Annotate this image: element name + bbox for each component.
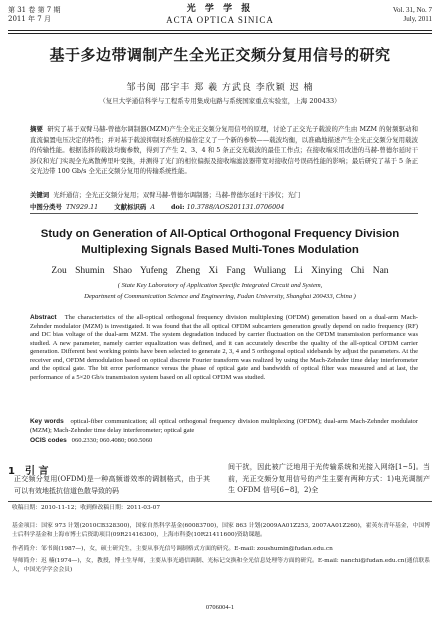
keywords-en-label: Key words [30,418,64,425]
running-header [8,4,432,32]
keywords-cn-text: 光纤通信；全光正交频分复用；双臂马赫-曾德尔调制器；马赫-曾德尔延时干涉仪；光门 [53,191,301,199]
paper-title-en-line2: Multiplexing Signals Based Multi-Tones Modulation [81,244,359,256]
authors-cn: 邹书闽 邵宇丰 郑 羲 方武良 李欣颖 迟 楠 [126,83,314,93]
intro-column-left: 正交频分复用(OFDM)是一种高频谱效率的调制格式，由于其可以有效地抵抗信道色散导致的码 [14,475,210,495]
abstract-cn-label: 摘要 [30,125,43,133]
header-right [393,6,432,24]
abstract-en-text: The characteristics of the all-optical orthogonal frequency division multiplexing (OFDM) generation based on a dual-arm Mach-Zehnder modulator (MZM) is investigated. It was found that the all optical OFDM subcarriers generation greatly depend on radio frequency (RF) and DC bias voltage of the dual-arm MZM. The system degradation induced by carrier fluctuation on the OFDM transmission performance was studied. A new parameter, namely carrier equalization was defined, and it can accurately describe the quality of the all-optical OFDM carrier generation. Different best working points have been selected to generate 2, 3, 4 and 5 orthogonal optical sidebands by adjust the parameters. At the receiver end, OFDM demodulation based on optical discrete Fourier transform was realized by using the Mach-Zehnder time delay interferometer and the optical gate. The bit error performance versus the phase of optical gate and bandwidth of optical filter was measured and at last, the performance of a 5×20 Gb/s transmission system based on all optical OFDM was studied. [30,314,418,381]
ocis-value: 060.2330; 060.4080; 060.5060 [71,437,153,444]
ocis-label: OCIS codes [30,437,67,444]
footnote-rule [8,501,432,502]
header-volume-en: Vol. 31, No. 7 [392,6,432,14]
journal-name-cn: 光 学 学 报 [186,4,254,14]
abstract-en [30,314,418,382]
abstract-en-label: Abstract [30,314,57,321]
section-number: 1 [8,466,15,477]
ocis-codes [30,437,152,444]
journal-name-en: ACTA OPTICA SINICA [166,15,274,25]
document-code: 文献标识码 A [114,203,155,211]
doi[interactable]: doi: 10.3788/AOS201131.0706004 [171,203,285,211]
header-rule-thick [8,30,432,31]
paper-title-en-line1: Study on Generation of All-Optical Orthogonal Frequency Division [40,228,400,240]
intro-column-right: 间干扰，因此被广泛地用于光传输系统和光接入网络[1~5]。当前，光正交频分复用信号的产生主要有两种方式：1)电光调制产生 OFDM 信号[6~8]，2)全 [228,463,430,495]
paper-title-cn: 基于多边带调制产生全光正交频分复用信号的研究 [49,46,391,64]
class-number: 中图分类号 TN929.11 [30,203,99,211]
header-date-cn: 2011 年 7 月 [8,15,51,23]
keywords-cn [30,190,418,200]
paper-title-en [0,226,440,258]
header-date-en: July, 2011 [403,15,432,23]
header-journal [8,4,432,26]
page-number: 0706004-1 [205,604,235,611]
keywords-en-text: optical-fiber communication; all optical orthogonal frequency division multiplexing (OFDM); dual-arm Mach-Zehnder modulator (MZM); Mach-Zehnder time delay interferometer; optical gate [30,418,418,434]
footnote-author2: 导师简介：迟 楠(1974—)，女，教授，博士生导师，主要从事光通信调制、光标记交换和全光信息处理等方面的研究。E-mail: nanchi@fudan.edu.cn(通信联系人，中国光学学会会员) [12,558,430,573]
affiliation-en-line2: Department of Communication Science and Engineering, Fudan University, Shanghai 200433, China ) [84,293,356,300]
header-rule-thin [8,33,432,34]
section-title: 引 言 [24,466,49,477]
keywords-en [30,418,418,435]
keywords-cn-label: 关键词 [30,191,50,199]
abstract-cn [30,124,418,177]
header-volume-cn: 第 31 卷 第 7 期 [8,6,61,14]
classification-row [30,202,418,212]
footnote-author1: 作者简介：邹书闽(1987—)，女，硕士研究生，主要从事光信号调制格式方面的研究。E-mail: zoushumin@fudan.edu.cn [12,546,333,552]
affiliation-cn: （复旦大学通信科学与工程系专用集成电路与系统国家重点实验室，上海 200433） [99,97,341,105]
footnote-funding: 基金项目：国家 973 计划(2010CB328300)，国家自然科学基金(60083700)，国家 863 计划(2009AA01Z253, 2007AA01Z260)，霍英东青年基金，中国博士后科学基金和上海市博士后资助项目(09R21416300)，上海市科委(10R21411600)资助课题。 [12,523,430,538]
classification-rule [30,213,418,214]
authors-en: Zou Shumin Shao Yufeng Zheng Xi Fang Wuliang Li Xinying Chi Nan [51,266,389,276]
affiliation-en-line1: ( State Key Laboratory of Application Specific Integrated Circuit and System, [117,282,323,289]
abstract-cn-text: 研究了基于双臂马赫-曾德尔调制器(MZM)产生全光正交频分复用信号的原理，讨论了正交光子载波的产生由 MZM 的射频驱动和直流偏置电压决定的特性；并对基于载波抑制对系统的偏倍定义了一个新的参数——载波均衡，以准确地描述产生全光正交频分复用载波的传输性能。根据选择的载波均衡参数，得到了产生 2、3、4 和 5 条正交光载波的最佳工作点；在接收端采用改进的马赫-曾德尔延时干涉仪和光门实现全光离散傅里叶变换，并测得了光门的相位偏振及接收端滤波器带宽对接收信号误码性能的影响；最后研究了基于 5 条正交光边带 100 Gb/s 全光正交频分复用的传输系统性能。 [30,125,418,176]
footnote-received: 收稿日期：2010-11-12；收到修改稿日期：2011-03-07 [12,505,161,511]
